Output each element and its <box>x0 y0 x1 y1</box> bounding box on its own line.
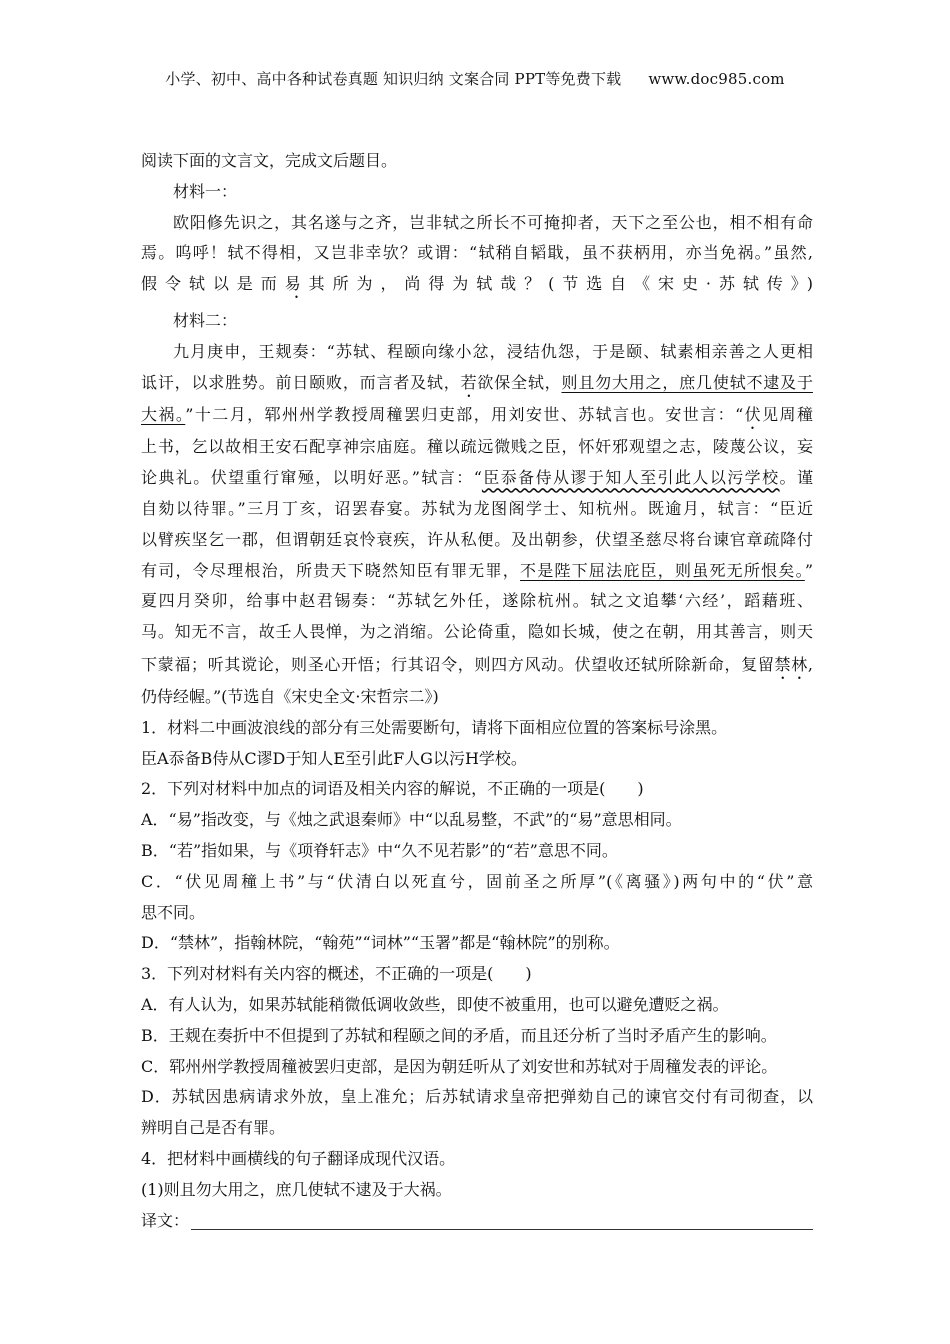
header-site-url[interactable]: www.doc985.com <box>648 70 785 88</box>
question-3-option-d-cont[interactable]: 辨明自己是否有罪。 <box>141 1118 286 1138</box>
document-body <box>141 146 813 1236</box>
question-2-option-a[interactable]: A．“易”指改变，与《烛之武退秦师》中“以乱易整，不武”的“易”意思相同。 <box>141 810 682 830</box>
page-header <box>0 68 950 89</box>
text-segment: 。谨 <box>779 468 813 488</box>
material1-line-2: 焉。呜呼！轼不得相，又岂非幸欤？或谓：“轼稍自韬戢，虽不获柄用，亦当免祸。”虽然, <box>141 243 813 263</box>
material2-line-5 <box>141 463 813 494</box>
text-segment: 见周穜 <box>762 405 813 425</box>
text-segment: 欲保全轼， <box>477 372 562 392</box>
header-tagline: 小学、初中、高中各种试卷真题 知识归纳 文案合同 PPT等免费下载 <box>165 70 622 88</box>
material1-line-1: 欧阳修先识之，其名遂与之齐，岂非轼之所长不可掩抑者，天下之至公也，相不相有命 <box>173 212 813 232</box>
question-4-item-1: (1)则且勿大用之，庶几使轼不逮及于大祸。 <box>141 1179 452 1199</box>
material1-title: 材料一： <box>173 181 238 201</box>
wavy-underlined-sentence: 臣忝备侍从谬于知人至引此人以污学校 <box>481 468 780 488</box>
question-3-option-a[interactable]: A．有人认为，如果苏轼能稍微低调收敛些，即使不被重用，也可以避免遭贬之祸。 <box>141 994 729 1014</box>
question-2-option-b[interactable]: B．“若”指如果，与《项脊轩志》中“久不见若影”的“若”意思不同。 <box>141 840 618 860</box>
question-1: 1．材料二中画波浪线的部分有三处需要断句，请将下面相应位置的答案标号涂黑。 <box>141 717 728 737</box>
dotted-word-ruo: 若 <box>460 372 478 392</box>
dotted-word-yi: 易 <box>284 274 309 294</box>
material2-line-10: 马。知无不言，故壬人畏惮，为之消缩。公论倚重，隐如长城，使之在朝，用其善言，则天 <box>141 622 813 642</box>
question-3: 3．下列对材料有关内容的概述，不正确的一项是( ) <box>141 964 532 984</box>
underlined-sentence-2: 不是陛下屈法庇臣，则虽死无所恨矣。 <box>519 560 805 580</box>
material2-line-1: 九月庚申，王觌奏：“苏轼、程颐向缘小忿，浸结仇怨，于是颐、轼素相亲善之人更相 <box>173 341 813 361</box>
question-2-option-d[interactable]: D．“禁林”，指翰林院，“翰苑”“词林”“玉署”都是“翰林院”的别称。 <box>141 933 620 953</box>
question-2-option-c[interactable]: C．“伏见周穜上书”与“伏清白以死直兮，固前圣之所厚”(《离骚》)两句中的“伏”意 <box>141 871 813 891</box>
text-segment: 有司，令尽理根治，所贵天下晓然知臣有罪无罪， <box>141 560 520 580</box>
question-3-option-b[interactable]: B．王觌在奏折中不但提到了苏轼和程颐之间的矛盾，而且还分析了当时矛盾产生的影响。 <box>141 1025 777 1045</box>
question-3-option-c[interactable]: C．郓州州学教授周穜被罢归吏部，是因为朝廷听从了刘安世和苏轼对于周穜发表的评论。 <box>141 1056 778 1076</box>
material1-line-3 <box>141 269 813 300</box>
material2-line-12: 仍侍经幄。”(节选自《宋史全文·宋哲宗二》) <box>141 686 439 706</box>
question-1-sentence[interactable]: 臣A忝备B侍从C谬D于知人E至引此F人G以污H学校。 <box>141 748 527 768</box>
material2-line-8 <box>141 556 813 587</box>
text-segment: 论典礼。伏望重行窜殛，以明好恶。”轼言：“ <box>141 468 482 488</box>
underlined-sentence-1: 则且勿大用之，庶几使轼不逮及于 <box>561 372 813 392</box>
dotted-word-fu: 伏 <box>743 405 763 425</box>
material2-title: 材料二： <box>173 310 238 330</box>
translation-answer-line[interactable] <box>191 1211 813 1230</box>
text-segment: 诋讦，以求胜势。前日颐败，而言者及轼， <box>141 372 461 392</box>
text-segment: ”十二月，郓州州学教授周穜罢归吏部，用刘安世、苏轼言也。安世言：“ <box>185 405 744 425</box>
material2-line-9: 夏四月癸卯，给事中赵君锡奏：“苏轼乞外任，遂除杭州。轼之文追攀‘六经’，蹈藉班、 <box>141 591 813 611</box>
question-2-option-c-cont[interactable]: 思不同。 <box>141 902 206 922</box>
material2-line-6: 自劾以待罪。”三月丁亥，诏罢春宴。苏轼为龙图阁学士、知杭州。既逾月，轼言：“臣近 <box>141 498 813 518</box>
material2-line-7: 以臂疾坚乞一郡，但谓朝廷哀怜衰疾，许从私便。及出朝参，伏望圣慈尽将台谏官章疏降付 <box>141 529 813 549</box>
material2-line-2 <box>141 368 813 399</box>
question-4: 4．把材料中画横线的句子翻译成现代汉语。 <box>141 1148 456 1168</box>
intro-instruction: 阅读下面的文言文，完成文后题目。 <box>141 151 398 170</box>
text-segment: 假令轼以是而 <box>141 274 285 294</box>
text-segment: 下蒙福；听其谠论，则圣心开悟；行其诏令，则四方风动。伏望收还轼所除新命，复留 <box>141 654 775 674</box>
translation-answer-row <box>141 1206 813 1237</box>
underlined-sentence-1-end: 大祸。 <box>141 405 186 425</box>
material2-line-3 <box>141 398 813 432</box>
translation-label: 译文： <box>141 1210 190 1230</box>
material2-line-11 <box>141 648 813 682</box>
question-3-option-d[interactable]: D．苏轼因患病请求外放，皇上准允；后苏轼请求皇帝把弹劾自己的谏官交付有司彻查，以 <box>141 1087 813 1107</box>
dotted-word-jinlin: 禁林 <box>774 654 808 674</box>
material2-line-4: 上书，乞以故相王安石配享神宗庙庭。穜以疏远微贱之臣，怀奸邪观望之志，陵蔑公议，妄 <box>141 437 813 457</box>
text-segment: ” <box>804 560 813 580</box>
text-segment: 其所为，尚得为轼哉？(节选自《宋史·苏轼传》) <box>308 274 813 294</box>
text-segment: , <box>807 654 813 674</box>
question-2: 2．下列对材料中加点的词语及相关内容的解说，不正确的一项是( ) <box>141 779 644 799</box>
